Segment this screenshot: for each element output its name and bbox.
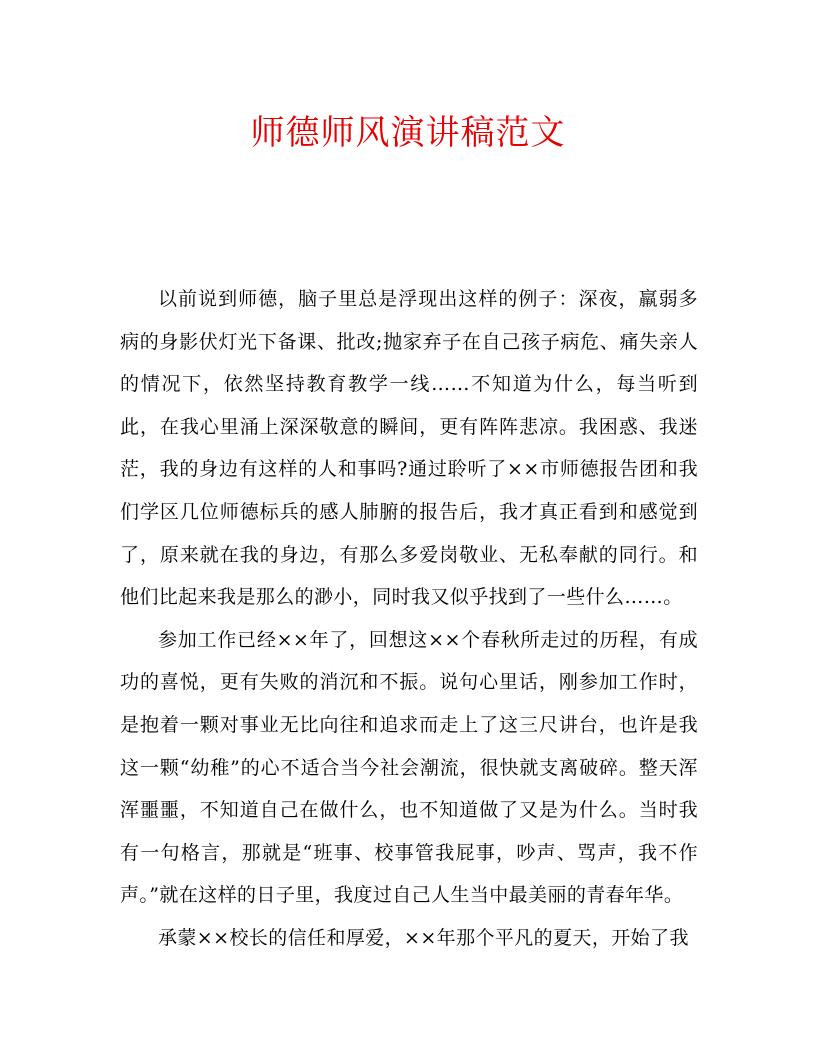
paragraph-3: 承蒙××校长的信任和厚爱，××年那个平凡的夏天，开始了我 [158, 926, 689, 949]
document-body [120, 278, 698, 960]
paragraph-1: 以前说到师德，脑子里总是浮现出这样的例子：深夜，羸弱多病的身影伏灯光下备课、批改;抛家弃子在自己孩子病危、痛失亲人的情况下，依然坚持教育教学一线……不知道为什么，每当听到此，在我心里涌上深深敬意的瞬间，更有阵阵悲凉。我困惑、我迷茫，我的身边有这样的人和事吗?通过聆听了××市师德报告团和我们学区几位师德标兵的感人肺腑的报告后，我才真正看到和感觉到了，原来就在我的身边，有那么多爱岗敬业、无私奉献的同行。和他们比起来我是那么的渺小，同时我又似乎找到了一些什么……。 [120, 288, 698, 609]
paragraph-2: 参加工作已经××年了，回想这××个春秋所走过的历程，有成功的喜悦，更有失败的消沉和不振。说句心里话，刚参加工作时，是抱着一颗对事业无比向往和追求而走上了这三尺讲台，也许是我这一颗“幼稚”的心不适合当今社会潮流，很快就支离破碎。整天浑浑噩噩，不知道自己在做什么，也不知道做了又是为什么。当时我有一句格言，那就是“班事、校事管我屁事，吵声、骂声，我不作声。”就在这样的日子里，我度过自己人生当中最美丽的青春年华。 [120, 628, 698, 907]
document-title: 师德师风演讲稿范文 [250, 113, 566, 153]
